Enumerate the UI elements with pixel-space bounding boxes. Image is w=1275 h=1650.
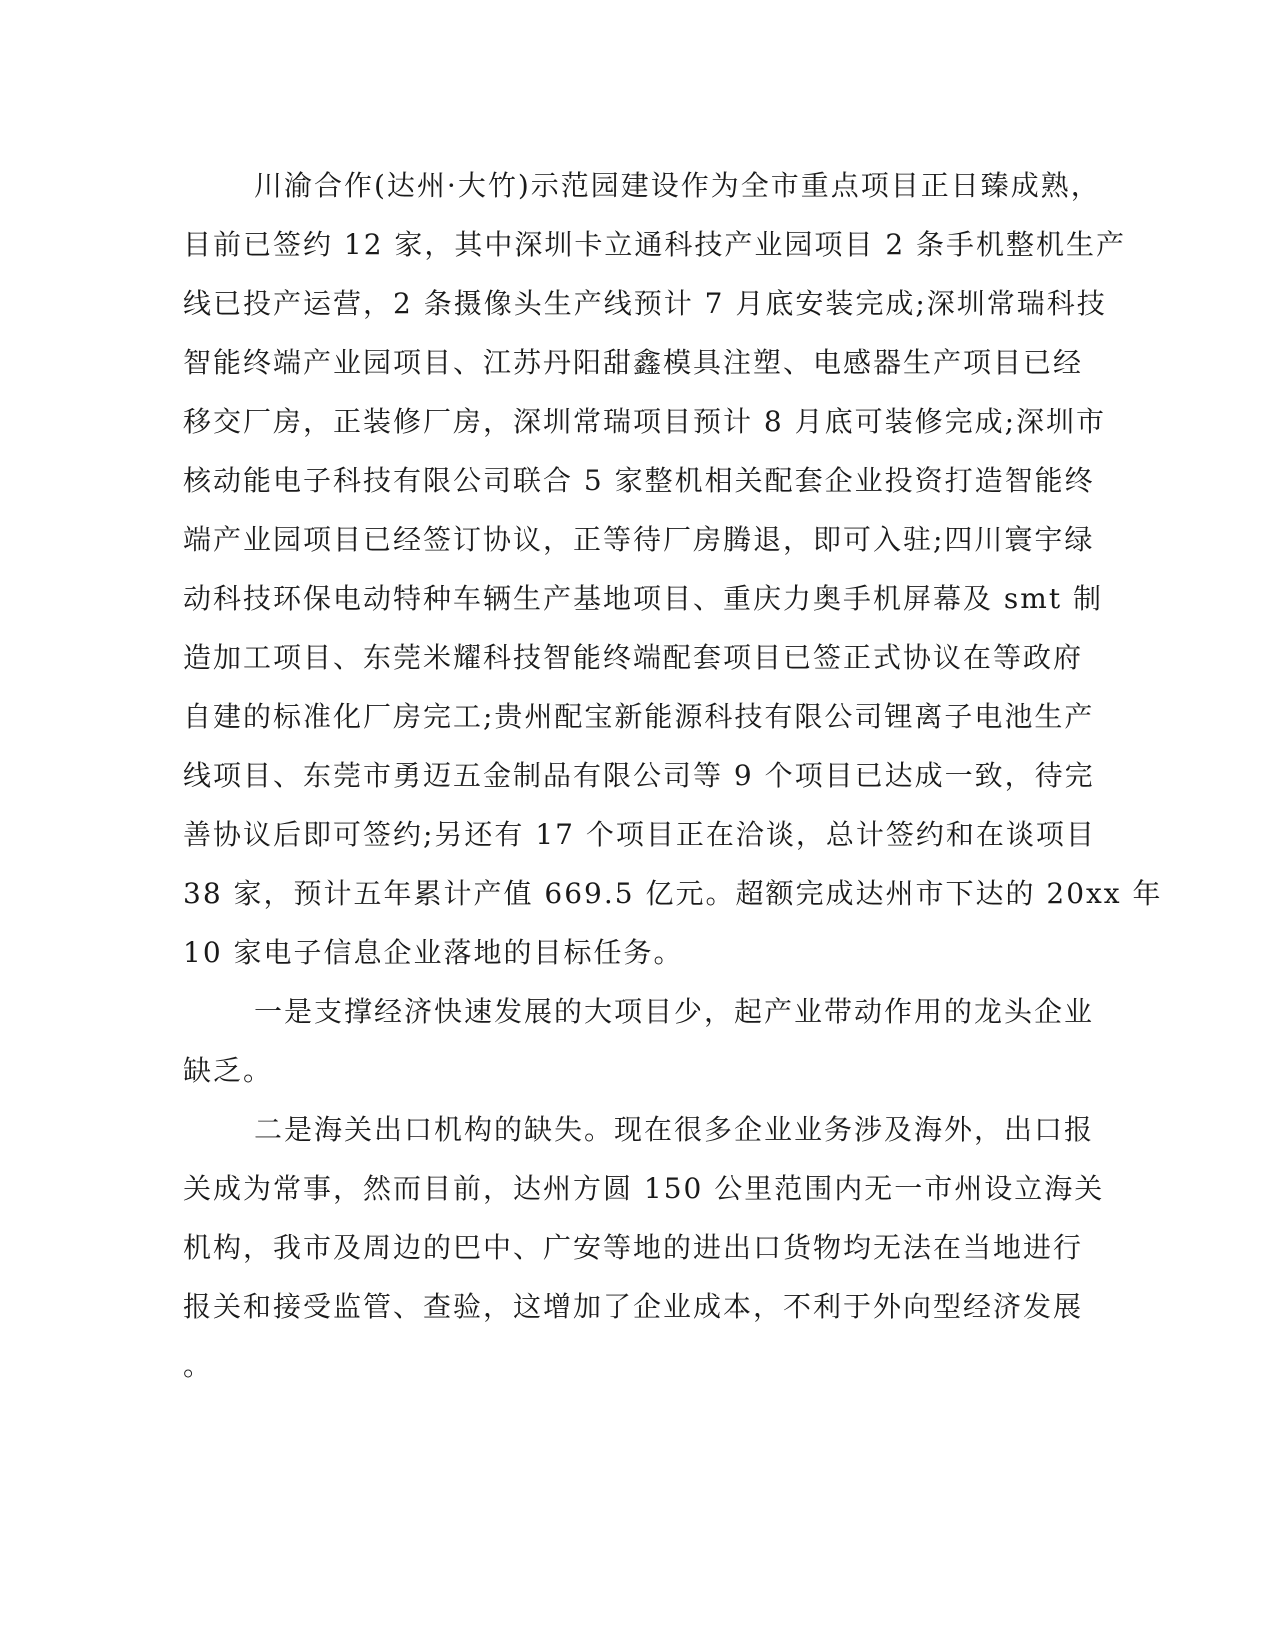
text-line: 。 xyxy=(183,1349,214,1382)
text-line: 缺乏。 xyxy=(183,1054,274,1087)
document-body xyxy=(183,156,1163,1395)
paragraph-issue-one xyxy=(183,982,1095,1100)
text-line: 10 家电子信息企业落地的目标任务。 xyxy=(183,936,684,969)
text-line: 一是支撑经济快速发展的大项目少，起产业带动作用的龙头企业 xyxy=(254,995,1095,1028)
text-line: 目前已签约 12 家，其中深圳卡立通科技产业园项目 2 条手机整机生产 xyxy=(183,228,1127,261)
paragraph-issue-two xyxy=(183,1100,1105,1395)
text-line: 38 家，预计五年累计产值 669.5 亿元。超额完成达州市下达的 20xx 年 xyxy=(183,877,1163,910)
text-line: 动科技环保电动特种车辆生产基地项目、重庆力奥手机屏幕及 smt 制 xyxy=(183,582,1103,615)
text-line: 善协议后即可签约;另还有 17 个项目正在洽谈，总计签约和在谈项目 xyxy=(183,818,1096,851)
text-line: 线项目、东莞市勇迈五金制品有限公司等 9 个项目已达成一致，待完 xyxy=(183,759,1095,792)
text-line: 自建的标准化厂房完工;贵州配宝新能源科技有限公司锂离子电池生产 xyxy=(183,700,1095,733)
text-line: 报关和接受监管、查验，这增加了企业成本，不利于外向型经济发展 xyxy=(183,1290,1084,1323)
text-line: 线已投产运营，2 条摄像头生产线预计 7 月底安装完成;深圳常瑞科技 xyxy=(183,287,1107,320)
text-line: 端产业园项目已经签订协议，正等待厂房腾退，即可入驻;四川寰宇绿 xyxy=(183,523,1095,556)
text-line: 机构，我市及周边的巴中、广安等地的进出口货物均无法在当地进行 xyxy=(183,1231,1084,1264)
text-line: 二是海关出口机构的缺失。现在很多企业业务涉及海外，出口报 xyxy=(254,1113,1095,1146)
text-line: 移交厂房，正装修厂房，深圳常瑞项目预计 8 月底可装修完成;深圳市 xyxy=(183,405,1107,438)
text-line: 核动能电子科技有限公司联合 5 家整机相关配套企业投资打造智能终 xyxy=(183,464,1095,497)
paragraph-demonstration-park xyxy=(183,156,1163,982)
text-line: 造加工项目、东莞米耀科技智能终端配套项目已签正式协议在等政府 xyxy=(183,641,1084,674)
text-line: 关成为常事，然而目前，达州方圆 150 公里范围内无一市州设立海关 xyxy=(183,1172,1105,1205)
text-line: 川渝合作(达州·大竹)示范园建设作为全市重点项目正日臻成熟， xyxy=(254,169,1101,202)
text-line: 智能终端产业园项目、江苏丹阳甜鑫模具注塑、电感器生产项目已经 xyxy=(183,346,1084,379)
